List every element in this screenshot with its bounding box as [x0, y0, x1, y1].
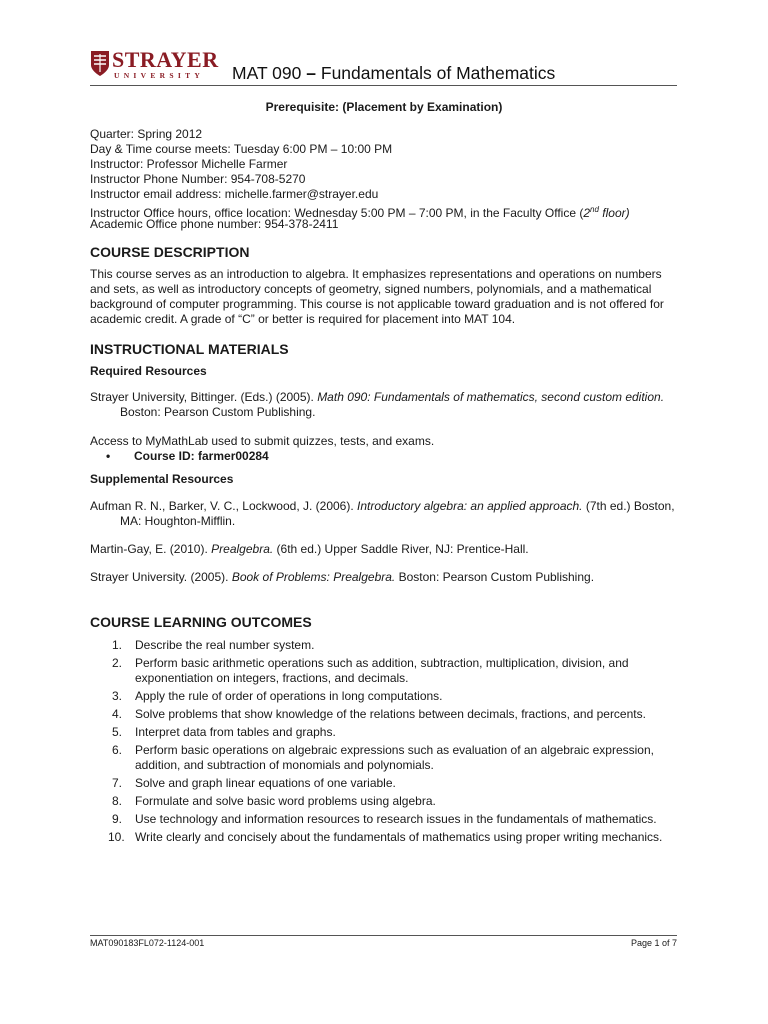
instructor-email: Instructor email address: michelle.farmer@strayer.edu: [90, 187, 379, 201]
reference-publisher: (6th ed.) Upper Saddle River, NJ: Prentice-Hall.: [273, 542, 529, 556]
list-item: [108, 725, 668, 740]
item-number: 6.: [111, 743, 122, 757]
academic-office-phone: Academic Office phone number: 954-378-2411: [90, 217, 339, 231]
list-item: [108, 812, 668, 827]
instructional-materials-heading: INSTRUCTIONAL MATERIALS: [90, 341, 289, 357]
item-number: 4.: [111, 707, 122, 721]
item-text: Perform basic operations on algebraic expressions such as evaluation of an algebraic expression, addition, and subtraction of monomials and polynomials.: [135, 743, 654, 772]
reference-authors: Strayer University, Bittinger. (Eds.) (2005).: [90, 390, 318, 404]
list-item: [108, 689, 668, 704]
learning-outcomes-heading: COURSE LEARNING OUTCOMES: [90, 614, 312, 630]
reference-title: Prealgebra.: [211, 542, 274, 556]
office-hours-text: Instructor Office hours, office location: Wednesday 5:00 PM – 7:00 PM, in the Faculty Office (: [90, 206, 584, 220]
item-text: Write clearly and concisely about the fundamentals of mathematics using proper writing mechanics.: [135, 830, 663, 844]
list-item: [108, 776, 668, 791]
required-resources-heading: Required Resources: [90, 364, 207, 378]
title-dash: –: [306, 63, 316, 83]
item-text: Apply the rule of order of operations in long computations.: [135, 689, 443, 703]
logo-wordmark: STRAYER: [112, 47, 219, 72]
required-reference: [90, 390, 680, 420]
strayer-logo: [90, 47, 220, 82]
office-floor-suffix: floor): [598, 206, 630, 220]
course-id-item: [106, 449, 269, 464]
course-description-text: This course serves as an introduction to algebra. It emphasizes representations and operations on numbers and sets, as well as introductory concepts of geometry, signed numbers, polynomials, and a mathematical background of computer programming. This course is not applicable toward graduation and is not offered for academic credit. A grade of “C” or better is required for placement into MAT 104.: [90, 267, 664, 326]
reference-title: Book of Problems: Prealgebra.: [231, 570, 396, 584]
item-number: 1.: [111, 638, 122, 652]
supplemental-reference-3: [90, 570, 680, 585]
office-floor-num: 2: [583, 206, 591, 220]
document-id: MAT090183FL072-1124-001: [90, 938, 205, 948]
instructor-phone: Instructor Phone Number: 954-708-5270: [90, 172, 306, 186]
bullet-icon: •: [106, 449, 111, 463]
instructor-name: Instructor: Professor Michelle Farmer: [90, 157, 288, 171]
list-item: [108, 638, 668, 653]
reference-authors: Aufman R. N., Barker, V. C., Lockwood, J. (2006).: [90, 499, 358, 513]
list-item: [108, 830, 668, 845]
list-item: [108, 794, 668, 809]
reference-title: Introductory algebra: an applied approach.: [357, 499, 583, 513]
quarter: Quarter: Spring 2012: [90, 127, 203, 141]
list-item: [108, 707, 668, 722]
reference-publisher: Boston: Pearson Custom Publishing.: [120, 405, 316, 419]
item-number: 7.: [111, 776, 122, 790]
header-divider: [90, 85, 677, 86]
course-code: MAT 090: [232, 63, 302, 83]
document-title: [232, 62, 555, 84]
item-number: 8.: [111, 794, 122, 808]
shield-icon: [90, 50, 110, 77]
reference-authors: Strayer University. (2005).: [90, 570, 232, 584]
course-name: Fundamentals of Mathematics: [320, 63, 556, 83]
item-number: 9.: [111, 812, 122, 826]
item-number: 3.: [111, 689, 122, 703]
item-number: 2.: [111, 656, 122, 670]
item-text: Perform basic arithmetic operations such as addition, subtraction, multiplication, division, and exponentiation on integers, fractions, and decimals.: [135, 656, 629, 685]
office-floor-sup: nd: [590, 205, 599, 214]
list-item: [108, 743, 668, 773]
item-text: Formulate and solve basic word problems using algebra.: [135, 794, 436, 808]
course-description-heading: COURSE DESCRIPTION: [90, 244, 250, 260]
learning-outcomes-list: [108, 638, 668, 848]
item-number: 5.: [111, 725, 122, 739]
mymathlab-note: Access to MyMathLab used to submit quizzes, tests, and exams.: [90, 434, 435, 448]
reference-authors: Martin-Gay, E. (2010).: [90, 542, 212, 556]
footer-divider: [90, 935, 677, 936]
item-text: Interpret data from tables and graphs.: [135, 725, 336, 739]
item-text: Describe the real number system.: [135, 638, 315, 652]
page-number: Page 1 of 7: [630, 938, 677, 948]
item-text: Solve problems that show knowledge of the relations between decimals, fractions, and percents.: [135, 707, 646, 721]
reference-title: Math 090: Fundamentals of mathematics, second custom edition.: [317, 390, 665, 404]
reference-publisher: Boston: Pearson Custom Publishing.: [395, 570, 595, 584]
item-text: Solve and graph linear equations of one variable.: [135, 776, 396, 790]
list-item: [108, 656, 668, 686]
item-text: Use technology and information resources to research issues in the fundamentals of mathematics.: [135, 812, 657, 826]
supplemental-reference-1: [90, 499, 680, 529]
supplemental-resources-heading: Supplemental Resources: [90, 472, 234, 486]
logo-subtitle: UNIVERSITY: [114, 71, 205, 80]
course-id: Course ID: farmer00284: [134, 449, 269, 463]
meeting-time: Day & Time course meets: Tuesday 6:00 PM – 10:00 PM: [90, 142, 393, 156]
prerequisite: Prerequisite: (Placement by Examination): [265, 100, 503, 114]
supplemental-reference-2: [90, 542, 680, 557]
item-number: 10.: [108, 830, 125, 844]
reference-publisher: (7th ed.) Boston, MA: Houghton-Mifflin.: [120, 499, 675, 528]
